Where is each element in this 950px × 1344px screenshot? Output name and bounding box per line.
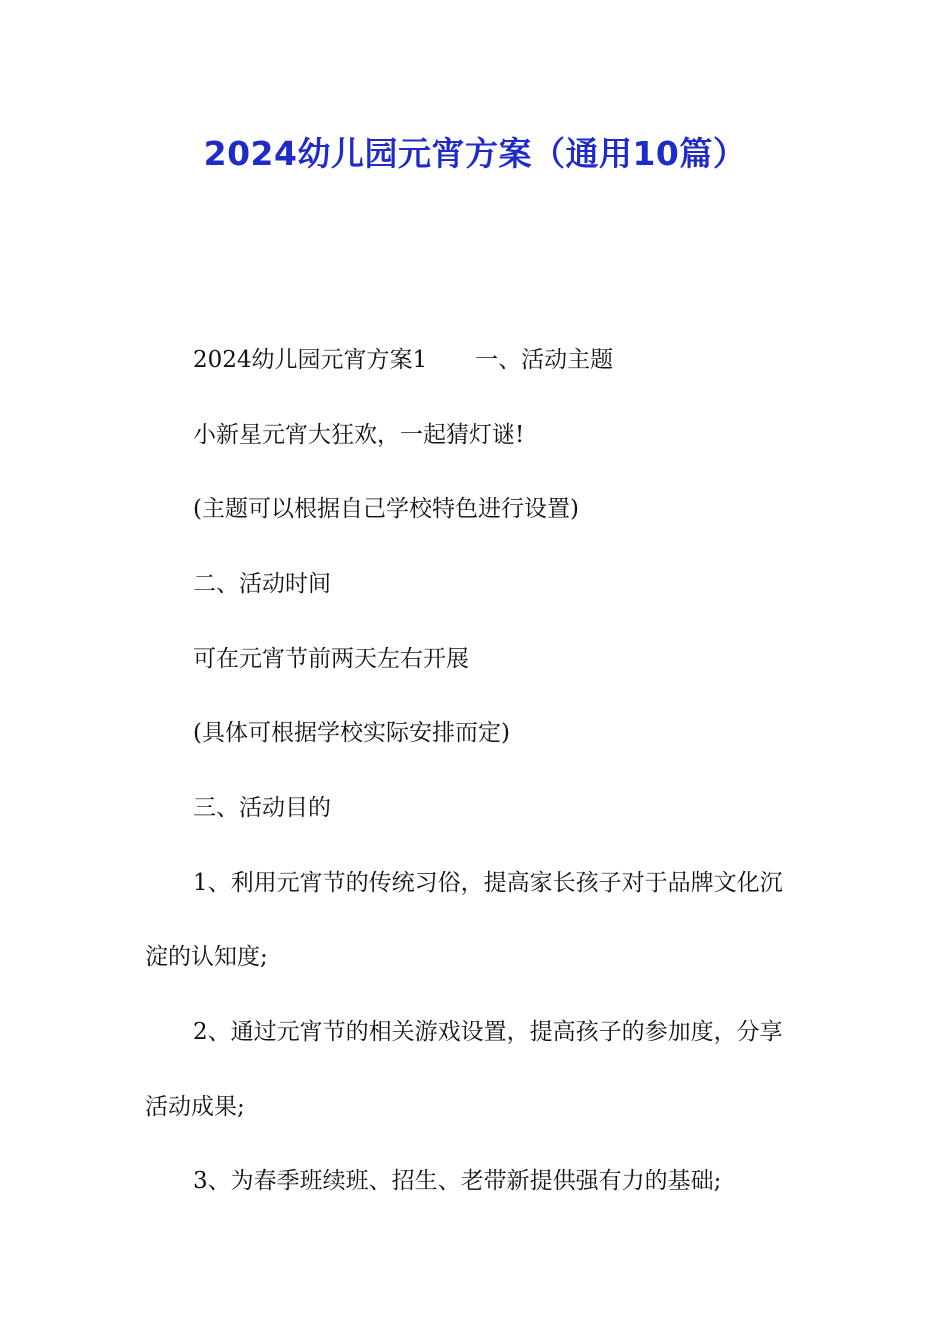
section-heading-line	[193, 345, 613, 375]
section-heading-theme: 一、活动主题	[475, 347, 614, 373]
list-item-first-line: 1、利用元宵节的传统习俗，提高家长孩子对于品牌文化沉	[193, 870, 783, 896]
paragraph: (具体可根据学校实际安排而定)	[193, 720, 510, 746]
section-heading: 二、活动时间	[193, 571, 331, 597]
list-item-first-line: 3、为春季班续班、招生、老带新提供强有力的基础;	[193, 1168, 722, 1194]
section-heading: 三、活动目的	[193, 795, 331, 821]
paragraph: 可在元宵节前两天左右开展	[193, 646, 469, 672]
paragraph: (主题可以根据自己学校特色进行设置)	[193, 496, 579, 522]
plan-number-label: 2024幼儿园元宵方案1	[193, 347, 428, 373]
list-item-continuation: 活动成果;	[145, 1094, 245, 1120]
list-item-continuation: 淀的认知度;	[145, 944, 268, 970]
document-title: 2024幼儿园元宵方案（通用10篇）	[203, 134, 747, 173]
paragraph: 小新星元宵大狂欢，一起猜灯谜!	[193, 422, 525, 448]
list-item-first-line: 2、通过元宵节的相关游戏设置，提高孩子的参加度，分享	[193, 1019, 783, 1045]
